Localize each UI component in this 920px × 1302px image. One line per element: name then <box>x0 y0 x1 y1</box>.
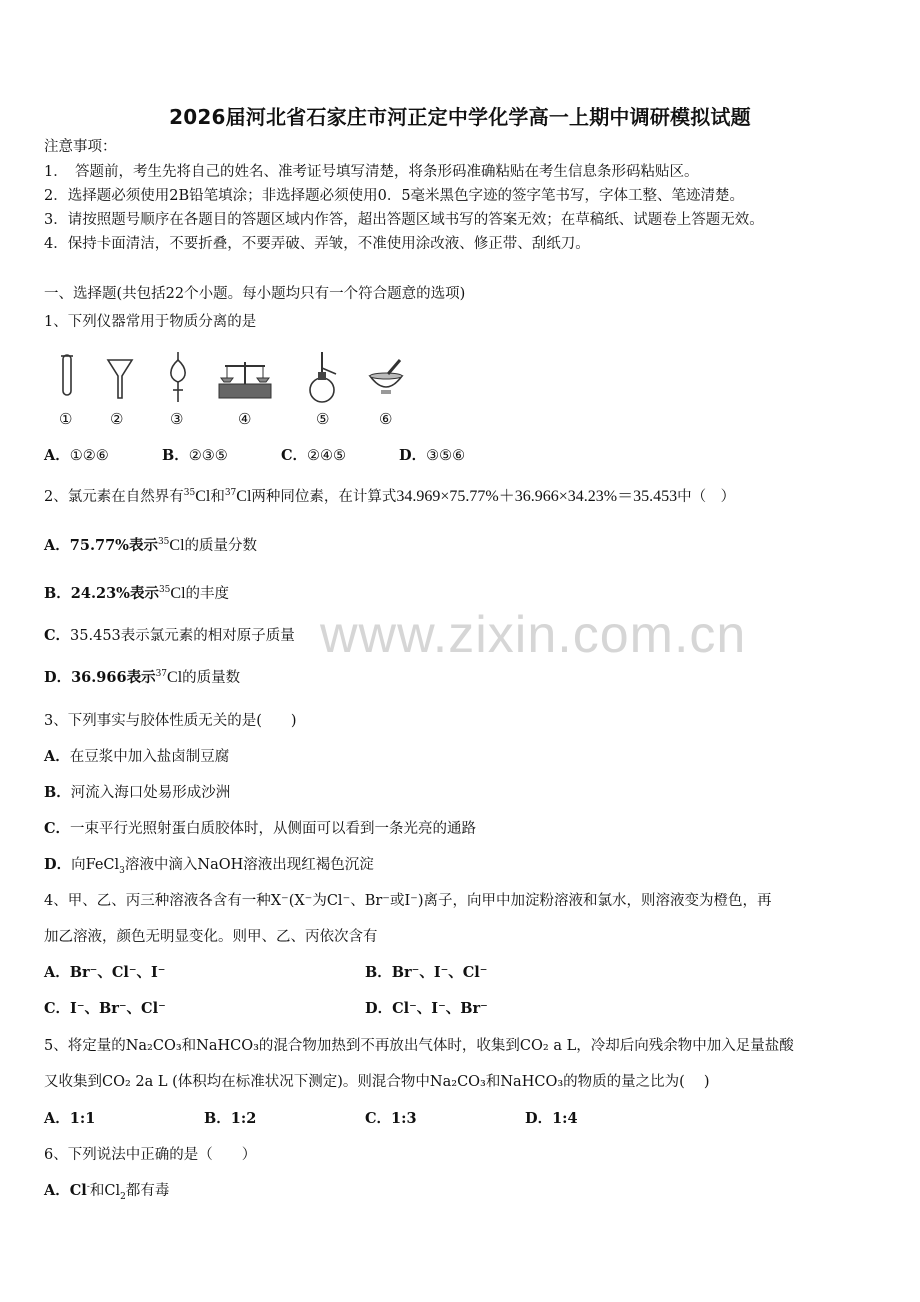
notice-heading: 注意事项： <box>44 139 117 155</box>
option-d <box>44 668 240 688</box>
option-text: Br⁻、I⁻、Cl⁻ <box>391 964 488 981</box>
stem-text: 2、氯元素在自然界有 <box>44 489 184 505</box>
question-5-stem: 5、将定量的Na₂CO₃和NaHCO₃的混合物加热到不再放出气体时，收集到CO₂ a L，冷却后向残余物中加入足量盐酸 <box>44 1038 794 1054</box>
option-c <box>44 999 166 1019</box>
option-c <box>44 819 476 839</box>
watermark: www.zixin.com.cn <box>320 606 747 664</box>
option-text: 35.453表示氯元素的相对原子质量 <box>70 628 295 644</box>
isotope-symbol: Cl <box>236 488 252 505</box>
section-heading: 一、选择题(共包括22个小题。每小题均只有一个符合题意的选项) <box>44 286 466 302</box>
stem-text: 和 <box>210 489 225 505</box>
apparatus-label: ⑤ <box>316 410 330 428</box>
option-b <box>44 584 229 604</box>
apparatus-label: ④ <box>238 410 252 428</box>
option-text: 一束平行光照射蛋白质胶体时，从侧面可以看到一条光亮的通路 <box>70 821 477 837</box>
isotope-symbol: Cl <box>170 585 186 602</box>
option-key: D． <box>44 669 72 686</box>
apparatus-label: ③ <box>170 410 184 428</box>
option-key: A． <box>44 1182 70 1199</box>
option-text: I⁻、Br⁻、Cl⁻ <box>70 1000 166 1017</box>
option-text: 1:1 <box>69 1110 96 1127</box>
option-d <box>525 1109 578 1129</box>
option-key: B． <box>44 784 71 801</box>
option-text: ②③⑤ <box>188 448 228 464</box>
option-d <box>44 855 374 875</box>
option-a <box>44 536 257 556</box>
option-key: C． <box>44 627 71 644</box>
question-5-stem-cont: 又收集到CO₂ 2a L (体积均在标准状况下测定)。则混合物中Na₂CO₃和NaHCO₃的物质的量之比为( ) <box>44 1074 710 1090</box>
option-key: A． <box>44 447 70 464</box>
option-a <box>44 747 229 767</box>
isotope-symbol: Cl <box>167 669 183 686</box>
notice-item: 1． 答题前，考生先将自己的姓名、准考证号填写清楚，将条形码准确粘贴在考生信息条形码粘贴区。 <box>44 164 699 180</box>
option-key: A． <box>44 1110 70 1127</box>
option-text: Br⁻、Cl⁻、I⁻ <box>69 964 166 981</box>
isotope-mass: 35 <box>158 585 171 596</box>
option-key: C． <box>44 820 71 837</box>
notice-item: 3．请按照题号顺序在各题目的答题区域内作答，超出答题区域书写的答案无效；在草稿纸、试题卷上答题无效。 <box>44 212 764 228</box>
option-d <box>399 446 465 466</box>
option-text: 24.23%表示 <box>70 585 159 602</box>
option-text: 河流入海口处易形成沙洲 <box>70 785 231 801</box>
notice-item: 4．保持卡面清洁，不要折叠，不要弄破、弄皱，不准使用涂改液、修正带、刮纸刀。 <box>44 236 590 252</box>
option-text: Cl <box>69 1182 87 1199</box>
option-c <box>281 446 346 466</box>
option-text: ②④⑤ <box>307 448 347 464</box>
separatory-funnel-icon <box>163 352 193 404</box>
stem-text: 中（ ） <box>677 489 736 505</box>
isotope-mass: 35 <box>157 537 170 548</box>
option-a <box>44 963 165 983</box>
apparatus-label: ⑥ <box>379 410 393 428</box>
isotope-symbol: Cl <box>169 537 185 554</box>
option-text: 在豆浆中加入盐卤制豆腐 <box>69 749 230 765</box>
option-key: C． <box>44 1000 71 1017</box>
option-key: C． <box>281 447 308 464</box>
balance-icon <box>217 352 273 404</box>
option-text: 和Cl <box>89 1183 121 1199</box>
option-key: B． <box>204 1110 231 1127</box>
subscript: 2 <box>120 1191 126 1202</box>
option-a <box>44 1181 169 1201</box>
option-key: D． <box>44 856 72 873</box>
option-c <box>44 626 295 646</box>
option-b <box>162 446 228 466</box>
option-b <box>44 783 230 803</box>
option-text: Cl⁻、I⁻、Br⁻ <box>392 1000 488 1017</box>
option-text: 1:2 <box>230 1110 257 1127</box>
option-c <box>365 1109 417 1129</box>
question-6-stem: 6、下列说法中正确的是（ ） <box>44 1147 257 1163</box>
mortar-icon <box>366 352 406 404</box>
apparatus-label: ② <box>110 410 124 428</box>
option-a <box>44 446 109 466</box>
option-key: D． <box>399 447 427 464</box>
option-text: 的质量分数 <box>184 538 258 554</box>
option-a <box>44 1109 95 1129</box>
distillation-flask-icon <box>305 352 339 404</box>
option-b <box>204 1109 256 1129</box>
option-text: ③⑤⑥ <box>426 448 466 464</box>
option-text: 溶液中滴入NaOH溶液出现红褐色沉淀 <box>124 857 374 873</box>
option-key: A． <box>44 964 70 981</box>
funnel-icon <box>105 352 135 404</box>
apparatus-label: ① <box>59 410 73 428</box>
option-text: 向FeCl <box>71 857 120 873</box>
option-text: ①②⑥ <box>69 448 109 464</box>
question-4-stem: 4、甲、乙、丙三种溶液各含有一种X⁻(X⁻为Cl⁻、Br⁻或I⁻)离子，向甲中加淀粉溶液和氯水，则溶液变为橙色，再 <box>44 893 772 909</box>
question-4-stem-cont: 加乙溶液，颜色无明显变化。则甲、乙、丙依次含有 <box>44 929 378 945</box>
option-key: A． <box>44 537 70 554</box>
test-tube-icon <box>55 352 79 404</box>
isotope-mass: 35 <box>183 488 196 499</box>
question-3-stem: 3、下列事实与胶体性质无关的是( ) <box>44 713 297 729</box>
option-d <box>365 999 488 1019</box>
option-text: 36.966表示 <box>71 669 156 686</box>
stem-text: 两种同位素，在计算式 <box>251 489 397 505</box>
isotope-mass: 37 <box>155 669 168 680</box>
option-text: 的丰度 <box>185 586 230 602</box>
calculation-formula: 34.969×75.77%＋36.966×34.23%＝35.453 <box>396 488 678 505</box>
option-key: B． <box>44 585 71 602</box>
option-key: A． <box>44 748 70 765</box>
page-title: 2026届河北省石家庄市河正定中学化学高一上期中调研模拟试题 <box>169 105 751 129</box>
notice-item: 2．选择题必须使用2B铅笔填涂；非选择题必须使用0．5毫米黑色字迹的签字笔书写，字体工整、笔迹清楚。 <box>44 188 745 204</box>
option-key: C． <box>365 1110 392 1127</box>
isotope-symbol: Cl <box>195 488 211 505</box>
option-text: 1:3 <box>391 1110 417 1127</box>
option-b <box>365 963 487 983</box>
question-1-stem: 1、下列仪器常用于物质分离的是 <box>44 314 257 330</box>
option-text: 1:4 <box>552 1110 578 1127</box>
option-text: 都有毒 <box>125 1183 170 1199</box>
option-text: 的质量数 <box>182 670 241 686</box>
option-key: B． <box>365 964 392 981</box>
option-key: B． <box>162 447 189 464</box>
question-2-stem <box>44 487 735 507</box>
option-key: D． <box>525 1110 553 1127</box>
option-text: 75.77%表示 <box>69 537 158 554</box>
option-key: D． <box>365 1000 393 1017</box>
subscript: 3 <box>119 865 125 876</box>
isotope-mass: 37 <box>224 488 237 499</box>
superscript: - <box>86 1182 90 1193</box>
